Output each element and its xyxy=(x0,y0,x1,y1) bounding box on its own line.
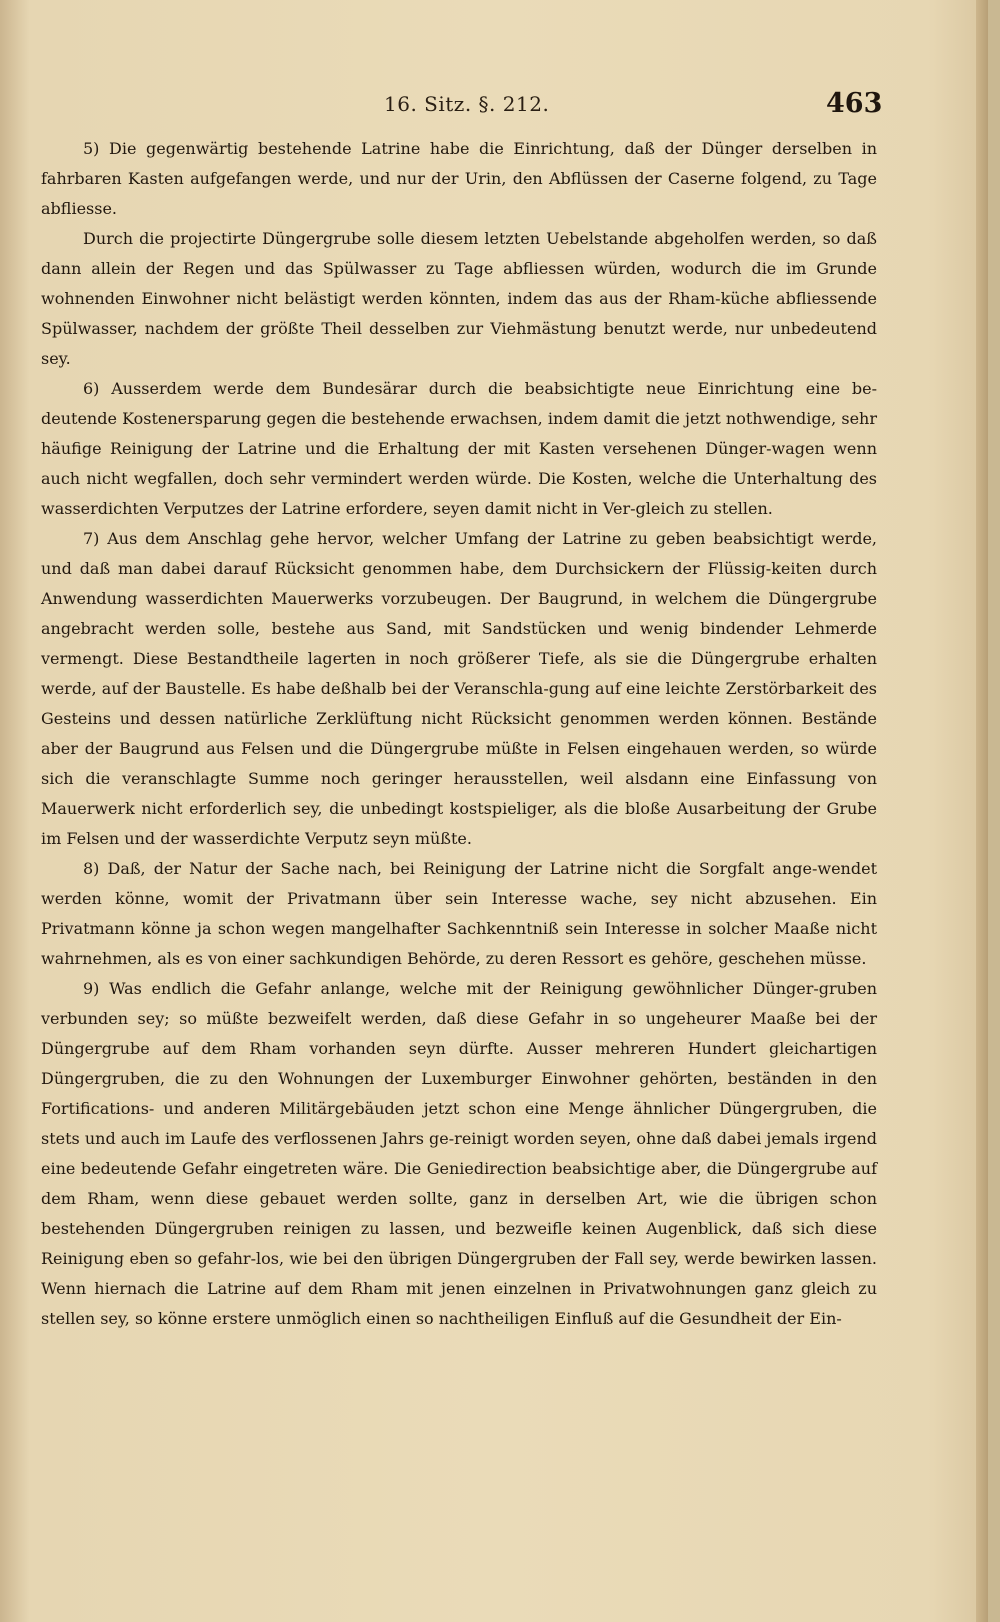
paragraph-9: 9) Was endlich die Gefahr anlange, welche mit der Reinigung gewöhnlicher Dünger-gruben verbunden sey; so müßte bezweifelt werden, daß diese Gefahr in so ungeheurer Maaße bei der Düngergrube auf dem Rham vorhanden seyn dürfte. Ausser mehreren Hundert gleichartigen Düngergruben, die zu den Wohnungen der Luxemburger Einwohner gehörten, beständen in den Fortifications- und anderen Militärgebäuden jetzt schon eine Menge ähnlicher Düngergruben, die stets und auch im Laufe des verflossenen Jahrs ge-reinigt worden seyen, ohne daß dabei jemals irgend eine bedeutende Gefahr eingetreten wäre. Die Geniedirection beabsichtige aber, die Düngergrube auf dem Rham, wenn diese gebauet werden sollte, ganz in derselben Art, wie die übrigen schon bestehenden Düngergruben reinigen zu lassen, und bezweifle keinen Augenblick, daß sich diese Reinigung eben so gefahr-los, wie bei den übrigen Düngergruben der Fall sey, werde bewirken lassen. Wenn hiernach die Latrine auf dem Rham mit jenen einzelnen in Privatwohnungen ganz gleich zu stellen sey, so könne erstere unmöglich einen so nachtheiligen Einfluß auf die Gesundheit der Ein- xyxy=(41,979,877,1328)
body-text xyxy=(41,134,877,1334)
paragraph-5-continued: Durch die projectirte Düngergrube solle diesem letzten Uebelstande abgeholfen werden, so daß dann allein der Regen und das Spülwasser zu Tage abfliessen würden, wodurch die im Grunde wohnenden Einwohner nicht belästigt werden könnten, indem das aus der Rham-küche abfliessende Spülwasser, nachdem der größte Theil desselben zur Viehmästung benutzt werde, nur unbedeutend sey. xyxy=(41,229,877,368)
paragraph-6: 6) Ausserdem werde dem Bundesärar durch die beabsichtigte neue Einrichtung eine be-deutende Kostenersparung gegen die bestehende erwachsen, indem damit die jetzt nothwendige, sehr häufige Reinigung der Latrine und die Erhaltung der mit Kasten versehenen Dünger-wagen wenn auch nicht wegfallen, doch sehr vermindert werden würde. Die Kosten, welche die Unterhaltung des wasserdichten Verputzes der Latrine erfordere, seyen damit nicht in Ver-gleich zu stellen. xyxy=(41,379,877,518)
page-header xyxy=(0,88,988,124)
page-number: 463 xyxy=(826,88,883,119)
paragraph-8: 8) Daß, der Natur der Sache nach, bei Reinigung der Latrine nicht die Sorgfalt ange-wendet werden könne, womit der Privatmann über sein Interesse wache, sey nicht abzusehen. Ein Privatmann könne ja schon wegen mangelhafter Sachkenntniß sein Interesse in solcher Maaße nicht wahrnehmen, als es von einer sachkundigen Behörde, zu deren Ressort es gehöre, geschehen müsse. xyxy=(41,859,877,968)
paragraph-7: 7) Aus dem Anschlag gehe hervor, welcher Umfang der Latrine zu geben beabsichtigt werde, und daß man dabei darauf Rücksicht genommen habe, dem Durchsickern der Flüssig-keiten durch Anwendung wasserdichten Mauerwerks vorzubeugen. Der Baugrund, in welchem die Düngergrube angebracht werden solle, bestehe aus Sand, mit Sandstücken und wenig bindender Lehmerde vermengt. Diese Bestandtheile lagerten in noch größerer Tiefe, als sie die Düngergrube erhalten werde, auf der Baustelle. Es habe deßhalb bei der Veranschla-gung auf eine leichte Zerstörbarkeit des Gesteins und dessen natürliche Zerklüftung nicht Rücksicht genommen werden können. Bestände aber der Baugrund aus Felsen und die Düngergrube müßte in Felsen eingehauen werden, so würde sich die veranschlagte Summe noch geringer herausstellen, weil alsdann eine Einfassung von Mauerwerk nicht erforderlich sey, die unbedingt kostspieliger, als die bloße Ausarbeitung der Grube im Felsen und der wasserdichte Verputz seyn müßte. xyxy=(41,529,877,848)
paragraph-5: 5) Die gegenwärtig bestehende Latrine habe die Einrichtung, daß der Dünger derselben in fahrbaren Kasten aufgefangen werde, und nur der Urin, den Abflüssen der Caserne folgend, zu Tage abfliesse. xyxy=(41,139,877,218)
page-edge xyxy=(976,0,988,1622)
running-head: 16. Sitz. §. 212. xyxy=(384,92,550,116)
